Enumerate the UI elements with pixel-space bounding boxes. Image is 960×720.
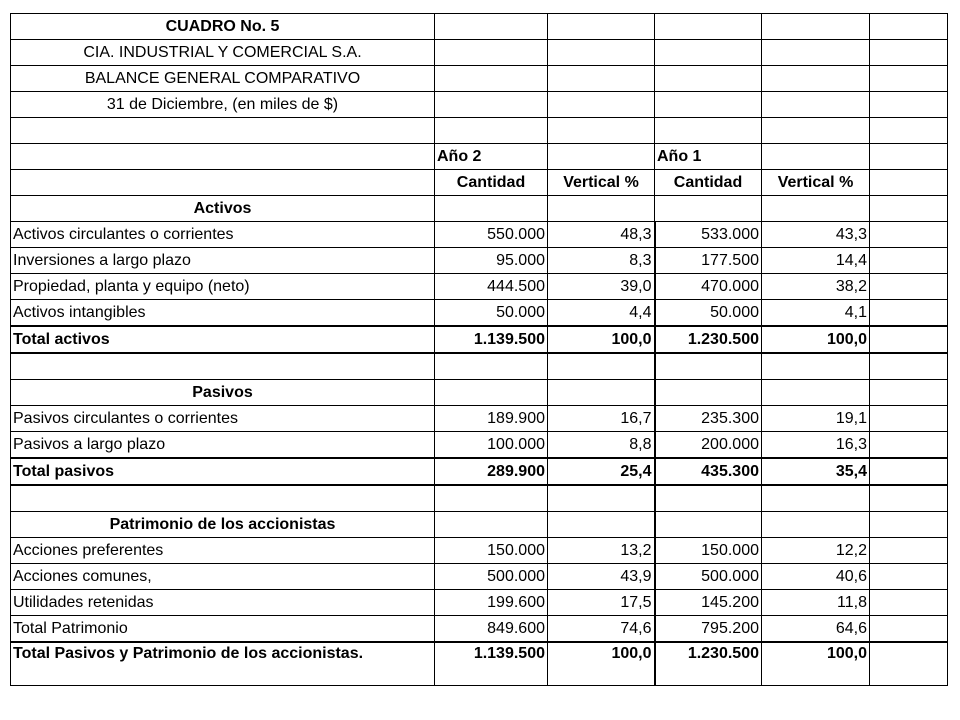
y2-cantidad[interactable]: 289.900 [435,458,548,485]
y1-vertical[interactable]: 11,8 [762,590,870,616]
balance-sheet-table [10,13,948,686]
table-row [11,564,948,590]
y1-cantidad[interactable]: 435.300 [655,458,762,485]
y1-cantidad[interactable]: 50.000 [655,300,762,327]
report-name[interactable]: BALANCE GENERAL COMPARATIVO [11,66,435,92]
row-label[interactable]: Total activos [11,326,435,353]
y1-vertical[interactable]: 64,6 [762,616,870,643]
table-row [11,274,948,300]
row-label[interactable]: Total Patrimonio [11,616,435,643]
y1-cantidad[interactable]: 177.500 [655,248,762,274]
y2-cantidad[interactable]: 1.139.500 [435,326,548,353]
row-label[interactable]: Pasivos circulantes o corrientes [11,406,435,432]
y2-vertical[interactable]: 74,6 [548,616,655,643]
y2-vertical[interactable]: 100,0 [548,326,655,353]
y1-vertical[interactable]: 16,3 [762,432,870,459]
total-row [11,642,948,686]
table-title[interactable]: CUADRO No. 5 [11,14,435,40]
blank-row [11,485,948,512]
blank-row [11,353,948,380]
y1-cantidad[interactable]: 145.200 [655,590,762,616]
company-name[interactable]: CIA. INDUSTRIAL Y COMERCIAL S.A. [11,40,435,66]
y2-vertical-header[interactable]: Vertical % [548,170,655,196]
section-activos-row [11,196,948,222]
y2-vertical[interactable]: 13,2 [548,538,655,564]
y2-cantidad[interactable]: 550.000 [435,222,548,248]
y1-cantidad[interactable]: 235.300 [655,406,762,432]
row-label[interactable]: Propiedad, planta y equipo (neto) [11,274,435,300]
year2-header[interactable]: Año 2 [435,144,548,170]
y1-cantidad[interactable]: 200.000 [655,432,762,459]
section-activos[interactable]: Activos [11,196,435,222]
table-row [11,248,948,274]
section-patrimonio-row [11,512,948,538]
row-label[interactable]: Total Pasivos y Patrimonio de los accionistas. [11,642,435,686]
y2-vertical[interactable]: 43,9 [548,564,655,590]
report-date[interactable]: 31 de Diciembre, (en miles de $) [11,92,435,118]
y1-cantidad[interactable]: 1.230.500 [655,326,762,353]
table-row [11,432,948,459]
y1-vertical[interactable]: 100,0 [762,642,870,686]
y1-vertical-header[interactable]: Vertical % [762,170,870,196]
y1-vertical[interactable]: 43,3 [762,222,870,248]
y1-vertical[interactable]: 35,4 [762,458,870,485]
y1-vertical[interactable]: 40,6 [762,564,870,590]
y2-cantidad[interactable]: 189.900 [435,406,548,432]
y1-vertical[interactable]: 38,2 [762,274,870,300]
y2-vertical[interactable]: 4,4 [548,300,655,327]
y1-cantidad[interactable]: 795.200 [655,616,762,643]
y2-cantidad[interactable]: 444.500 [435,274,548,300]
y1-vertical[interactable]: 12,2 [762,538,870,564]
year-header-row [11,144,948,170]
row-label[interactable]: Utilidades retenidas [11,590,435,616]
table-row [11,538,948,564]
total-row [11,458,948,485]
section-pasivos-row [11,380,948,406]
section-pasivos[interactable]: Pasivos [11,380,435,406]
title-row [11,14,948,40]
y2-cantidad[interactable]: 100.000 [435,432,548,459]
y2-vertical[interactable]: 8,3 [548,248,655,274]
row-label[interactable]: Activos intangibles [11,300,435,327]
blank-row [11,118,948,144]
y2-vertical[interactable]: 39,0 [548,274,655,300]
row-label[interactable]: Acciones comunes, [11,564,435,590]
y1-cantidad[interactable]: 1.230.500 [655,642,762,686]
table-row [11,406,948,432]
row-label[interactable]: Activos circulantes o corrientes [11,222,435,248]
y1-cantidad[interactable]: 470.000 [655,274,762,300]
y1-cantidad[interactable]: 150.000 [655,538,762,564]
section-patrimonio[interactable]: Patrimonio de los accionistas [11,512,435,538]
y1-vertical[interactable]: 14,4 [762,248,870,274]
y2-vertical[interactable]: 100,0 [548,642,655,686]
y2-cantidad[interactable]: 95.000 [435,248,548,274]
y2-cantidad[interactable]: 50.000 [435,300,548,327]
total-row [11,326,948,353]
y1-cantidad-header[interactable]: Cantidad [655,170,762,196]
y2-cantidad-header[interactable]: Cantidad [435,170,548,196]
y2-cantidad[interactable]: 500.000 [435,564,548,590]
y1-vertical[interactable]: 19,1 [762,406,870,432]
table-row [11,590,948,616]
column-header-row [11,170,948,196]
y1-cantidad[interactable]: 500.000 [655,564,762,590]
y2-cantidad[interactable]: 150.000 [435,538,548,564]
table-row [11,300,948,327]
y2-vertical[interactable]: 8,8 [548,432,655,459]
y1-vertical[interactable]: 4,1 [762,300,870,327]
row-label[interactable]: Acciones preferentes [11,538,435,564]
table-row [11,222,948,248]
y2-vertical[interactable]: 16,7 [548,406,655,432]
table-row [11,616,948,643]
row-label[interactable]: Total pasivos [11,458,435,485]
year1-header[interactable]: Año 1 [655,144,762,170]
report-row [11,66,948,92]
y2-cantidad[interactable]: 849.600 [435,616,548,643]
date-row [11,92,948,118]
y2-vertical[interactable]: 48,3 [548,222,655,248]
y2-cantidad[interactable]: 199.600 [435,590,548,616]
row-label[interactable]: Pasivos a largo plazo [11,432,435,459]
y2-cantidad[interactable]: 1.139.500 [435,642,548,686]
y1-vertical[interactable]: 100,0 [762,326,870,353]
company-row [11,40,948,66]
y2-vertical[interactable]: 25,4 [548,458,655,485]
row-label[interactable]: Inversiones a largo plazo [11,248,435,274]
y2-vertical[interactable]: 17,5 [548,590,655,616]
y1-cantidad[interactable]: 533.000 [655,222,762,248]
